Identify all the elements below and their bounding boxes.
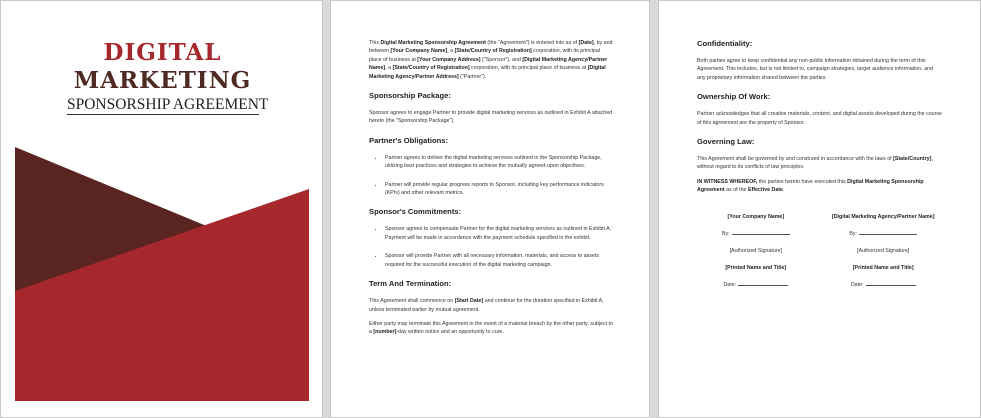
list-item: • Partner agrees to deliver the digital marketing services outlined in the Sponsorship Package, utilizing best practices and strategies to achieve the mutually agreed-upon objectives. xyxy=(384,154,613,171)
sponsor-commitments-heading: Sponsor's Commitments: xyxy=(369,207,462,217)
signature-date-line[interactable]: Date: xyxy=(824,281,942,289)
intro-paragraph: This Digital Marketing Sponsorship Agreement (the "Agreement") is entered into as of [Date], by and between [Your Company Name], a [State/Country of Registration] corporation, with its principal place of business at [Your Company Address] ("Sponsor"), and [Digital Marketing Agency/Partner Name], a [State/Country of Registration] corporation, with its principal place of business at [Digital Marketing Agency/Partner Address] ("Partner"). xyxy=(369,40,613,80)
confidentiality-text: Both parties agree to keep confidential any non-public information obtained during the term of this Agreement. This includes, but is not limited to, campaign strategies, target audience information, and any proprietary information shared between the parties. xyxy=(697,58,934,81)
cover-title-line2: MARKETING xyxy=(73,67,252,94)
signature-printed-name: [Printed Name and Title] xyxy=(852,264,914,271)
term-paragraph-1: This Agreement shall commence on [Start Date] and continue for the duration specified in Exhibit A, unless terminated earlier by mutual agreement. xyxy=(369,298,604,313)
sponsorship-package-text: Sponsor agrees to engage Partner to provide digital marketing services as outlined in Exhibit A attached hereto (the "Sponsorship Package"). xyxy=(369,110,613,125)
cover-subtitle: SPONSORSHIP AGREEMENT xyxy=(67,96,269,113)
term-heading: Term And Termination: xyxy=(369,279,452,289)
partner-obligations-list xyxy=(369,154,613,198)
signature-column-sponsor xyxy=(697,213,815,298)
signature-by-line[interactable]: By: xyxy=(697,230,815,238)
partner-obligations-heading: Partner's Obligations: xyxy=(369,135,449,145)
signature-party-name: [Your Company Name] xyxy=(727,213,785,220)
signature-column-partner xyxy=(824,213,942,298)
signature-block xyxy=(697,213,942,298)
cover-graphic xyxy=(1,1,323,418)
list-item: • Sponsor will provide Partner with all necessary information, materials, and access to assets required for the successful execution of the digital marketing campaign. xyxy=(384,252,613,269)
governing-law-heading: Governing Law: xyxy=(697,137,755,147)
witness-text: IN WITNESS WHEREOF, the parties hereto have executed this Digital Marketing Sponsorship Agreement as of the Effective Date. xyxy=(697,178,924,194)
signature-authorized: [Authorized Signature] xyxy=(856,247,910,254)
cover-page xyxy=(0,0,323,418)
cover-title-line1: DIGITAL xyxy=(103,39,222,66)
signature-by-line[interactable]: By: xyxy=(824,230,942,238)
ownership-text: Partner acknowledges that all creative materials, content, and digital assets developed during the course of this agreement are the property of Sponsor. xyxy=(697,111,942,126)
governing-law-text: This Agreement shall be governed by and construed in accordance with the laws of [State/Country], without regard to its conflicts of law principles. xyxy=(697,156,933,171)
confidentiality-heading: Confidentiality: xyxy=(697,39,753,48)
agreement-page-2 xyxy=(658,0,981,418)
signature-printed-name: [Printed Name and Title] xyxy=(725,264,787,271)
sponsor-commitments-list xyxy=(369,225,613,269)
term-paragraph-2: Either party may terminate this Agreement in the event of a material breach by the other party, subject to a [number]-day written notice and an opportunity to cure. xyxy=(369,320,613,336)
agreement-page-1 xyxy=(330,0,650,418)
ownership-heading: Ownership Of Work: xyxy=(697,92,771,102)
sponsorship-package-heading: Sponsorship Package: xyxy=(369,91,451,101)
list-item: • Sponsor agrees to compensate Partner for the digital marketing services as outlined in Exhibit A. Payment will be made in accordance with the payment schedule specified in the exhibit. xyxy=(384,225,613,242)
list-item: • Partner will provide regular progress reports to Sponsor, including key performance indicators (KPIs) and other relevant metrics. xyxy=(384,181,613,198)
signature-party-name: [Digital Marketing Agency/Partner Name] xyxy=(831,213,935,220)
signature-date-line[interactable]: Date: xyxy=(697,281,815,289)
signature-authorized: [Authorized Signature] xyxy=(729,247,782,254)
